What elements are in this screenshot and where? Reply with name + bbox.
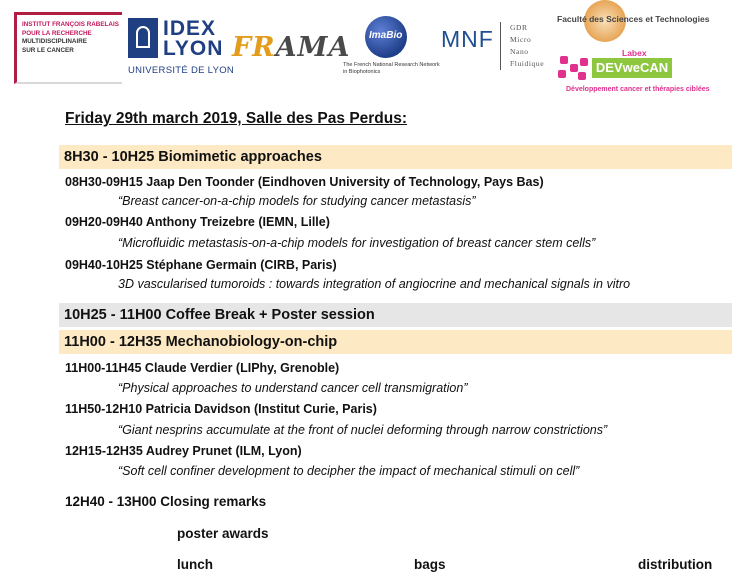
faculty-logo: Faculté des Sciences et Technologies [557,14,710,24]
lunch-word: lunch [177,557,213,572]
idex-lyon-logo [128,17,235,78]
labex-text: Labex [622,48,647,58]
session-1-band: 8H30 - 10H25 Biomimetic approaches [59,145,732,169]
imabio-name: ImaBio [369,30,403,41]
ifr-line-1: INSTITUT FRANÇOIS RABELAIS [22,21,119,28]
imabio-logo [343,16,440,90]
logo-banner [0,0,750,105]
talk-3-title: 3D vascularised tumoroids : towards integration of angiocrine and mechanical signals in vitro [118,277,631,291]
labex-mark-icon [556,54,592,82]
ifr-line-4: SUR LE CANCER [22,46,74,54]
institut-rabelais-logo [14,12,122,84]
labex-tagline: Développement cancer et thérapies ciblées [566,86,710,93]
gdr-logo [500,22,544,70]
distribution-word: distribution [638,557,713,572]
gdr-line-1: GDR [510,23,528,32]
talk-2-speaker: 09H20-09H40 Anthony Treizebre (IEMN, Lille) [65,215,330,229]
ifr-line-2: POUR LA RECHERCHE [22,29,92,37]
idex-emblem-icon [128,18,158,58]
talk-1-speaker: 08H30-09H15 Jaap Den Toonder (Eindhoven University of Technology, Pays Bas) [65,175,544,189]
session-2-band: 11H00 - 12H35 Mechanobiology-on-chip [59,330,732,354]
closing-remarks: 12H40 - 13H00 Closing remarks [65,494,267,509]
imabio-orb-icon [365,16,407,58]
page-title: Friday 29th march 2019, Salle des Pas Perdus: [65,110,408,127]
frama-part-b: AMA [275,32,351,63]
poster-awards: poster awards [177,526,269,541]
talk-6-title: “Soft cell confiner development to decipher the impact of mechanical stimuli on cell” [118,464,580,478]
talk-5-title: “Giant nesprins accumulate at the front of nuclei deforming through narrow constrictions” [118,423,608,437]
gdr-line-4: Fluidique [510,59,545,68]
gdr-line-3: Nano [510,47,529,56]
talk-2-title: “Microfluidic metastasis-on-a-chip models for investigation of breast cancer stem cells” [118,236,596,250]
idex-text: IDEX [163,17,217,40]
frama-logo [232,32,350,63]
devwecan-text: DEVweCAN [592,58,672,78]
talk-4-speaker: 11H00-11H45 Claude Verdier (LIPhy, Grenoble) [65,361,340,375]
universite-lyon-text: UNIVERSITÉ DE LYON [128,65,235,76]
ifr-line-3: MULTIDISCIPLINAIRE [22,38,87,45]
bags-word: bags [414,557,446,572]
talk-6-speaker: 12H15-12H35 Audrey Prunet (ILM, Lyon) [65,444,302,458]
talk-3-speaker: 09H40-10H25 Stéphane Germain (CIRB, Paris) [65,258,337,272]
gdr-line-2: Micro [510,35,532,44]
talk-1-title: “Breast cancer-on-a-chip models for studying cancer metastasis” [118,194,476,208]
talk-4-title: “Physical approaches to understand cancer cell transmigration” [118,381,468,395]
mnf-logo: MNF [441,26,494,52]
imabio-caption: The French National Research Network in Biophotonics [343,62,440,75]
frama-part-a: FR [232,32,276,63]
lyon-text: LYON [163,37,224,60]
coffee-break-band: 10H25 - 11H00 Coffee Break + Poster session [59,303,732,327]
talk-5-speaker: 11H50-12H10 Patricia Davidson (Institut Curie, Paris) [65,402,377,416]
labex-devwecan-logo [556,48,736,96]
